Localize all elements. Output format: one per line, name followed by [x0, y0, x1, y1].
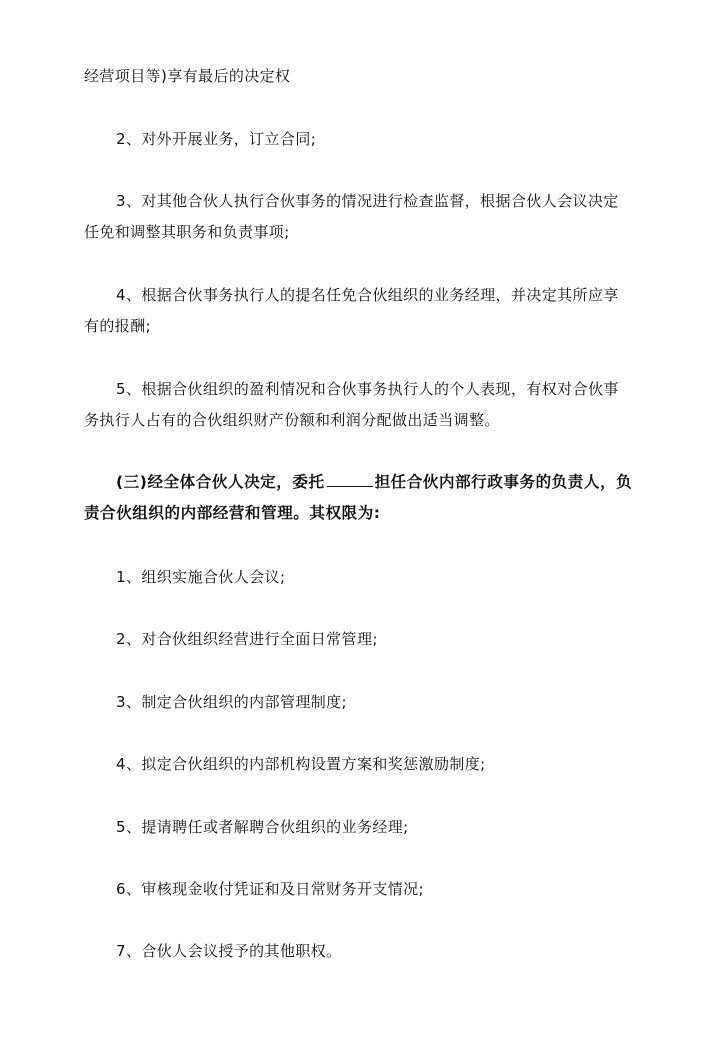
list-item-7: 7、合伙人会议授予的其他职权。: [116, 942, 342, 960]
clause-3-line1: 3、对其他合伙人执行合伙事务的情况进行检查监督，根据合伙人会议决定: [116, 192, 619, 210]
clause-4-line1: 4、根据合伙事务执行人的提名任免合伙组织的业务经理，并决定其所应享: [116, 286, 619, 304]
list-item-5: 5、提请聘任或者解聘合伙组织的业务经理;: [116, 818, 409, 836]
list-item-4: 4、拟定合伙组织的内部机构设置方案和奖惩激励制度;: [116, 755, 486, 773]
clause-3-line2: 任免和调整其职务和负责事项;: [84, 223, 290, 241]
delegate-name-blank: [327, 472, 373, 487]
paragraph-continuation: 经营项目等)享有最后的决定权: [84, 67, 291, 85]
clause-5-line1: 5、根据合伙组织的盈利情况和合伙事务执行人的个人表现，有权对合伙事: [116, 380, 619, 398]
clause-2: 2、对外开展业务，订立合同;: [116, 130, 317, 148]
clause-4-line2: 有的报酬;: [84, 317, 152, 335]
section-3-heading-line2: 责合伙组织的内部经营和管理。其权限为:: [84, 504, 381, 522]
list-item-6: 6、审核现金收付凭证和及日常财务开支情况;: [116, 880, 424, 898]
section-3-heading-part-a: (三)经全体合伙人决定，委托: [116, 473, 325, 491]
list-item-3: 3、制定合伙组织的内部管理制度;: [116, 693, 347, 711]
section-3-heading-line1: [116, 472, 632, 492]
list-item-2: 2、对合伙组织经营进行全面日常管理;: [116, 630, 378, 648]
list-item-1: 1、组织实施合伙人会议;: [116, 568, 286, 586]
clause-5-line2: 务执行人占有的合伙组织财产份额和利润分配做出适当调整。: [84, 411, 500, 429]
section-3-heading-part-b: 担任合伙内部行政事务的负责人，负: [374, 473, 633, 491]
